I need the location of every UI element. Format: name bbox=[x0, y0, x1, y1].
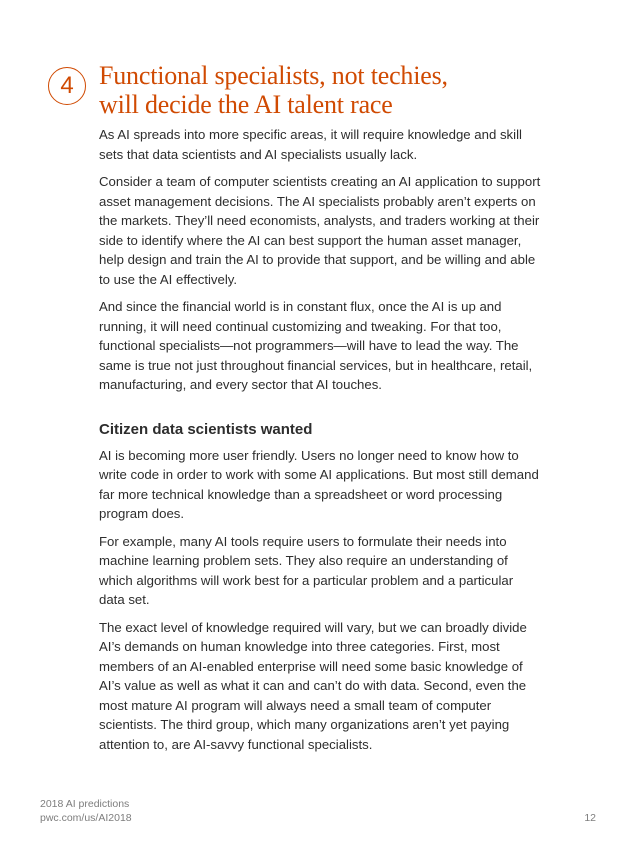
footer-url[interactable]: pwc.com/us/AI2018 bbox=[40, 812, 132, 824]
subheading: Citizen data scientists wanted bbox=[99, 420, 313, 438]
paragraph: As AI spreads into more specific areas, it will require knowledge and skill sets that data scientists and AI specialists usually lack. bbox=[99, 127, 522, 162]
section-title-line-1: Functional specialists, not techies, bbox=[99, 61, 448, 90]
footer-publication: 2018 AI predictions bbox=[40, 798, 130, 810]
article-body bbox=[99, 125, 541, 762]
footer-info bbox=[40, 797, 132, 825]
section-number-badge bbox=[48, 67, 86, 105]
page-number: 12 bbox=[584, 812, 596, 824]
paragraph: For example, many AI tools require users to formulate their needs into machine learning problem sets. They also require an understanding of which algorithms will work best for a particular problem and a particular data set. bbox=[99, 533, 514, 607]
section-title-line-2: will decide the AI talent race bbox=[99, 90, 393, 119]
paragraph: AI is becoming more user friendly. Users no longer need to know how to write code in order to work with some AI applications. But most still demand far more technical knowledge than a spreadsheet or word processing program does. bbox=[99, 447, 539, 521]
section-number: 4 bbox=[60, 72, 74, 99]
paragraph: And since the financial world is in constant flux, once the AI is up and running, it will need continual customizing and tweaking. For that too, functional specialists—not programmers—will have to lead the way. The same is true not just throughout financial services, but in healthcare, retail, manufacturing, and every sector that AI touches. bbox=[99, 299, 533, 392]
section-title bbox=[99, 61, 599, 119]
paragraph: Consider a team of computer scientists creating an AI application to support asset management decisions. The AI specialists probably aren’t experts on the markets. They’ll need economists, analysts, and traders working at their side to identify where the AI can best support the human asset manager, help design and train the AI to provide that support, and be willing and able to use the AI effectively. bbox=[99, 174, 541, 287]
paragraph: The exact level of knowledge required will vary, but we can broadly divide AI’s demands on human knowledge into three categories. First, most members of an AI-enabled enterprise will need some basic knowledge of AI’s value as well as what it can and can’t do with data. Second, even the most mature AI program will always need a small team of computer scientists. The third group, which many organizations aren’t yet paying attention to, are AI-savvy functional specialists. bbox=[99, 619, 527, 752]
